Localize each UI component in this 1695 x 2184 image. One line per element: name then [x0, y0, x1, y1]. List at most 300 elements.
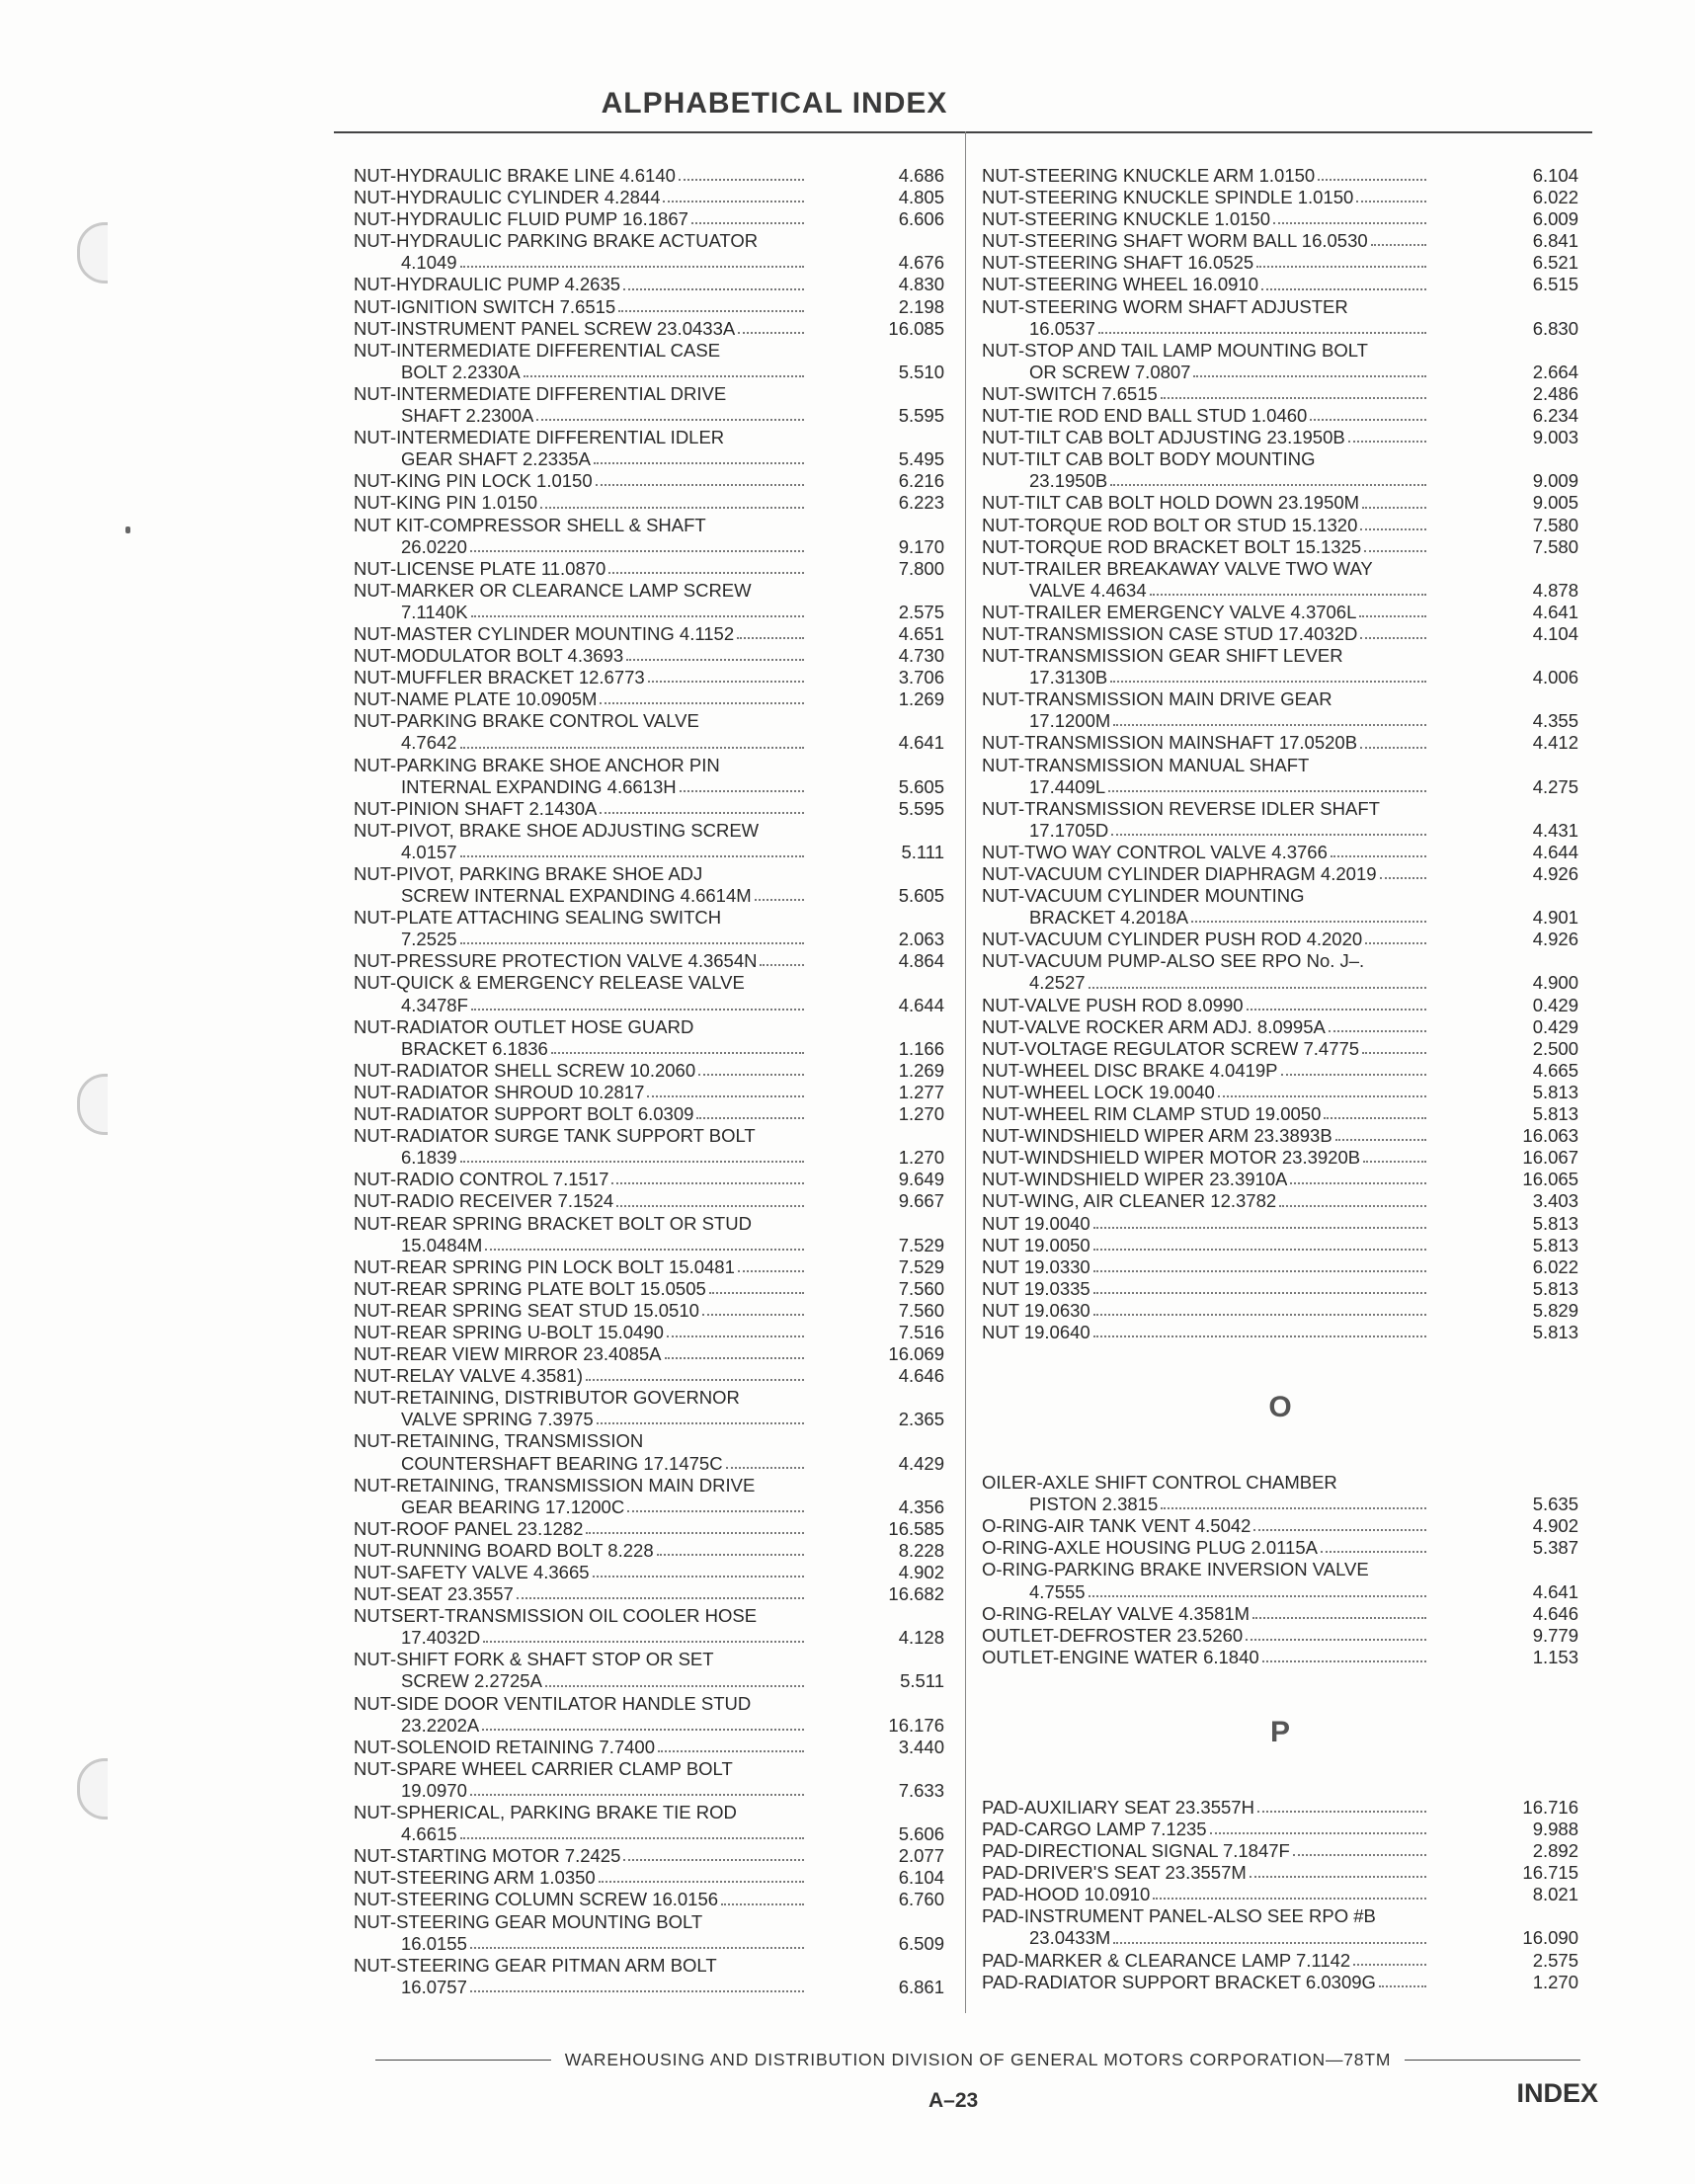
page-reference: 5.111	[901, 841, 944, 862]
dot-leader	[1353, 1964, 1426, 1966]
page-reference: 6.521	[1532, 252, 1578, 274]
entry-text: NUTSERT-TRANSMISSION OIL COOLER HOSE	[354, 1605, 758, 1627]
page-reference: 7.580	[1532, 514, 1578, 535]
entry-text-continued: INTERNAL EXPANDING 4.6613H	[401, 775, 677, 797]
dot-leader	[551, 1052, 804, 1054]
page-reference: 16.065	[1522, 1169, 1578, 1190]
dot-leader	[1253, 1529, 1426, 1531]
index-entry	[982, 274, 1578, 295]
index-entry	[982, 1537, 1578, 1559]
page-reference: 5.813	[1532, 1277, 1578, 1299]
entry-text: NUT-RADIATOR OUTLET HOSE GUARD	[354, 1015, 694, 1037]
entry-text-continued: 16.0155	[401, 1932, 467, 1954]
entry-text: OILER-AXLE SHIFT CONTROL CHAMBER	[982, 1472, 1337, 1494]
index-entry	[982, 1972, 1578, 1993]
page-reference: 6.009	[1532, 208, 1578, 230]
index-label: INDEX	[1516, 2078, 1598, 2108]
entry-text-continued: 16.0537	[1029, 317, 1095, 339]
page-reference: 4.429	[898, 1452, 944, 1474]
page-reference: 6.234	[1532, 405, 1578, 427]
index-entry	[354, 230, 944, 274]
entry-text-continued: BRACKET 4.2018A	[1029, 907, 1189, 929]
dot-leader	[1360, 747, 1426, 749]
dot-leader	[623, 1859, 804, 1861]
dot-leader	[1363, 1161, 1426, 1163]
dot-leader	[1360, 528, 1426, 530]
entry-text: O-RING-RELAY VALVE 4.3581M	[982, 1602, 1251, 1624]
page-reference: 4.676	[898, 252, 944, 274]
index-entry	[354, 492, 944, 514]
entry-text: NUT-PINION SHAFT 2.1430A	[354, 797, 598, 819]
page-reference: 6.022	[1532, 1255, 1578, 1277]
index-entry	[354, 1300, 944, 1322]
dot-leader	[1379, 1985, 1426, 1987]
dot-leader	[596, 484, 804, 486]
dot-leader	[1161, 397, 1426, 399]
index-entry	[982, 165, 1578, 187]
page-reference: 7.580	[1532, 535, 1578, 557]
index-entry	[354, 798, 944, 820]
index-entry	[354, 318, 944, 340]
dot-leader	[611, 1182, 804, 1184]
index-entry	[982, 558, 1578, 602]
index-entry	[982, 1472, 1578, 1515]
dot-leader	[460, 266, 804, 268]
dot-leader	[1093, 1314, 1426, 1316]
entry-text: NUT-TRANSMISSION MAINSHAFT 17.0520B	[982, 732, 1358, 754]
page-title: ALPHABETICAL INDEX	[601, 87, 948, 120]
entry-text: NUT-PLATE ATTACHING SEALING SWITCH	[354, 907, 722, 929]
page-reference: 9.005	[1532, 492, 1578, 514]
dot-leader	[709, 1292, 804, 1294]
dot-leader	[1089, 1595, 1426, 1597]
page-reference: 6.830	[1532, 317, 1578, 339]
dot-leader	[726, 1467, 804, 1469]
dot-leader	[702, 1314, 804, 1316]
page-reference: 16.090	[1522, 1927, 1578, 1949]
dot-leader	[460, 1837, 804, 1839]
punch-hole	[77, 1758, 108, 1820]
entry-text-continued: GEAR SHAFT 2.2335A	[401, 448, 591, 470]
dot-leader	[1360, 637, 1426, 639]
entry-text: NUT-SHIFT FORK & SHAFT STOP OR SET	[354, 1649, 714, 1670]
entry-text: PAD-MARKER & CLEARANCE LAMP 7.1142	[982, 1949, 1351, 1971]
page-reference: 6.104	[898, 1867, 944, 1889]
index-column-right	[982, 165, 1578, 1993]
entry-text: PAD-DRIVER'S SEAT 23.3557M	[982, 1862, 1247, 1884]
entry-text: NUT-RETAINING, TRANSMISSION MAIN DRIVE	[354, 1474, 756, 1496]
page-reference: 6.515	[1532, 274, 1578, 295]
index-entry	[982, 755, 1578, 798]
entry-text: NUT-STEERING KNUCKLE SPINDLE 1.0150	[982, 187, 1354, 208]
dot-leader	[482, 1729, 804, 1731]
dot-leader	[679, 179, 804, 181]
dot-leader	[1111, 834, 1426, 836]
page-reference: 4.412	[1532, 732, 1578, 754]
page-reference: 2.198	[898, 295, 944, 317]
index-entry	[982, 1190, 1578, 1212]
dot-leader	[1335, 1139, 1426, 1141]
dot-leader	[485, 1249, 804, 1251]
dot-leader	[1108, 790, 1426, 792]
footer	[375, 2050, 1580, 2070]
page-reference: 2.063	[898, 929, 944, 950]
entry-text: NUT-STEERING SHAFT 16.0525	[982, 252, 1254, 274]
entry-text-continued: 4.3478F	[401, 994, 468, 1015]
entry-text-continued: 4.1049	[401, 252, 457, 274]
entry-text-continued: SCREW INTERNAL EXPANDING 4.6614M	[401, 885, 752, 907]
entry-text-continued: PISTON 2.3815	[1029, 1494, 1159, 1515]
punch-hole	[77, 222, 108, 283]
index-entry	[354, 755, 944, 798]
index-entry	[354, 623, 944, 645]
entry-text: NUT-REAR SPRING BRACKET BOLT OR STUD	[354, 1212, 752, 1234]
index-entry	[354, 820, 944, 863]
entry-text: NUT-TORQUE ROD BRACKET BOLT 15.1325	[982, 535, 1362, 557]
dot-leader	[470, 1990, 804, 1992]
dot-leader	[1093, 1335, 1426, 1337]
index-entry	[982, 645, 1578, 688]
index-entry	[354, 296, 944, 318]
index-entry	[982, 1862, 1578, 1884]
page-reference: 6.509	[898, 1932, 944, 1954]
entry-text: NUT-TRANSMISSION REVERSE IDLER SHAFT	[982, 797, 1380, 819]
dot-leader	[1365, 942, 1426, 944]
entry-text-continued: 23.0433M	[1029, 1927, 1111, 1949]
dot-leader	[1247, 1009, 1426, 1011]
dot-leader	[460, 855, 804, 857]
entry-text-continued: 23.1950B	[1029, 470, 1108, 492]
page-reference: 8.021	[1532, 1884, 1578, 1905]
entry-text: NUT-TWO WAY CONTROL VALVE 4.3766	[982, 841, 1328, 862]
index-entry	[354, 667, 944, 688]
page-reference: 5.605	[898, 885, 944, 907]
index-entry	[982, 1515, 1578, 1537]
page-reference: 16.067	[1522, 1147, 1578, 1169]
index-entry	[354, 1540, 944, 1562]
entry-text-continued: 23.2202A	[401, 1714, 480, 1736]
entry-text-continued: 26.0220	[401, 535, 467, 557]
entry-text: NUT-SAFETY VALVE 4.3665	[354, 1562, 590, 1582]
index-entry	[354, 1562, 944, 1583]
index-entry	[354, 1955, 944, 1998]
index-entry	[354, 1169, 944, 1190]
entry-text-continued: 17.4409L	[1029, 775, 1106, 797]
page-reference: 3.440	[898, 1736, 944, 1757]
dot-leader	[483, 1641, 804, 1643]
page-reference: 2.500	[1532, 1037, 1578, 1059]
index-entry	[354, 1693, 944, 1737]
dot-leader	[1161, 1507, 1426, 1509]
index-entry	[354, 1060, 944, 1082]
page-reference: 4.900	[1532, 972, 1578, 994]
page-reference: 4.686	[898, 165, 944, 186]
page-reference: 16.176	[888, 1714, 944, 1736]
index-entry	[982, 688, 1578, 732]
entry-text: OUTLET-DEFROSTER 23.5260	[982, 1624, 1244, 1646]
dot-leader	[1191, 921, 1426, 923]
dot-leader	[600, 812, 804, 814]
footer-rule-right	[1405, 2060, 1580, 2061]
index-entry	[982, 1300, 1578, 1322]
page-reference: 0.429	[1532, 994, 1578, 1015]
dot-leader	[1362, 507, 1426, 509]
index-entry	[982, 1625, 1578, 1647]
dot-leader	[1279, 1205, 1426, 1207]
index-entry	[982, 842, 1578, 863]
dot-leader	[1093, 1292, 1426, 1294]
index-entry	[982, 602, 1578, 623]
dot-leader	[1364, 550, 1426, 552]
page-reference: 9.649	[898, 1169, 944, 1190]
page-reference: 4.128	[898, 1627, 944, 1649]
page-reference: 9.003	[1532, 427, 1578, 448]
entry-text: NUT-PARKING BRAKE CONTROL VALVE	[354, 710, 699, 732]
page-reference: 4.864	[898, 950, 944, 972]
dot-leader	[626, 659, 804, 661]
index-entry	[354, 950, 944, 972]
dot-leader	[586, 1532, 804, 1534]
entry-text: NUT-STEERING KNUCKLE ARM 1.0150	[982, 165, 1316, 186]
page-reference: 2.575	[898, 601, 944, 622]
entry-text-continued: SHAFT 2.2300A	[401, 405, 534, 427]
entry-text: NUT 19.0630	[982, 1299, 1090, 1321]
entry-text-continued: 19.0970	[401, 1779, 467, 1801]
entry-text: NUT-STEERING COLUMN SCREW 16.0156	[354, 1889, 719, 1910]
entry-text: NUT-INTERMEDIATE DIFFERENTIAL DRIVE	[354, 382, 727, 404]
index-entry	[982, 252, 1578, 274]
entry-text: NUT-SIDE DOOR VENTILATOR HANDLE STUD	[354, 1692, 752, 1714]
entry-text: NUT-STARTING MOTOR 7.2425	[354, 1845, 621, 1867]
column-divider	[965, 131, 966, 2013]
dot-leader	[470, 550, 804, 552]
entry-text: NUT-MODULATOR BOLT 4.3693	[354, 645, 624, 667]
page-reference: 5.813	[1532, 1234, 1578, 1255]
entry-text: NUT-WHEEL DISC BRAKE 4.0419P	[982, 1059, 1278, 1081]
index-entry	[354, 1016, 944, 1060]
entry-text: NUT-IGNITION SWITCH 7.6515	[354, 295, 616, 317]
entry-text: OUTLET-ENGINE WATER 6.1840	[982, 1646, 1259, 1667]
entry-text: NUT 19.0040	[982, 1212, 1090, 1234]
dot-leader	[586, 1379, 804, 1381]
dot-leader	[1193, 375, 1426, 377]
page-reference: 5.813	[1532, 1103, 1578, 1125]
page-reference: 5.813	[1532, 1081, 1578, 1102]
page-reference: 4.830	[898, 274, 944, 295]
entry-text: NUT-TRANSMISSION GEAR SHIFT LEVER	[982, 645, 1343, 667]
index-entry	[982, 1559, 1578, 1602]
entry-text-continued: VALVE SPRING 7.3975	[401, 1409, 594, 1430]
index-entry	[982, 492, 1578, 514]
entry-text: NUT-HYDRAULIC PARKING BRAKE ACTUATOR	[354, 230, 759, 252]
page-reference: 4.730	[898, 645, 944, 667]
page-reference: 1.153	[1532, 1646, 1578, 1667]
entry-text-continued: OR SCREW 7.0807	[1029, 361, 1191, 382]
index-entry	[354, 710, 944, 754]
dot-leader	[738, 1270, 804, 1272]
entry-text-continued: 17.4032D	[401, 1627, 481, 1649]
section-letter: O	[1268, 1391, 1292, 1424]
dot-leader	[1262, 1660, 1426, 1662]
dot-leader	[1356, 201, 1426, 202]
entry-text: PAD-DIRECTIONAL SIGNAL 7.1847F	[982, 1840, 1290, 1862]
index-entry	[982, 1038, 1578, 1060]
page-reference: 16.585	[888, 1517, 944, 1539]
page-reference: 1.270	[898, 1103, 944, 1125]
dot-leader	[1093, 1270, 1426, 1272]
dot-leader	[737, 637, 804, 639]
entry-text: NUT-VACUUM PUMP-ALSO SEE RPO No. J–.	[982, 950, 1365, 972]
index-entry	[982, 383, 1578, 405]
index-entry	[354, 1889, 944, 1910]
index-entry	[354, 1845, 944, 1867]
page-reference: 16.069	[888, 1343, 944, 1365]
page-reference: 4.651	[898, 622, 944, 644]
index-entry	[982, 187, 1578, 208]
dot-leader	[1153, 1898, 1426, 1900]
dot-leader	[1250, 1876, 1426, 1878]
entry-text: NUT-SOLENOID RETAINING 7.7400	[354, 1736, 655, 1757]
page-reference: 4.902	[898, 1562, 944, 1582]
page-reference: 9.009	[1532, 470, 1578, 492]
page-reference: 7.560	[898, 1299, 944, 1321]
index-entry	[354, 1758, 944, 1802]
page-reference: 5.511	[900, 1670, 944, 1692]
page-reference: 7.516	[898, 1321, 944, 1342]
entry-text: NUT-WHEEL LOCK 19.0040	[982, 1081, 1215, 1102]
dot-leader	[657, 1554, 804, 1556]
page-reference: 1.270	[898, 1147, 944, 1169]
entry-text: NUT-STEERING GEAR PITMAN ARM BOLT	[354, 1954, 717, 1976]
index-entry	[354, 187, 944, 208]
entry-text: NUT-MARKER OR CLEARANCE LAMP SCREW	[354, 579, 752, 601]
page-reference: 16.085	[888, 317, 944, 339]
entry-text: NUT-STEERING ARM 1.0350	[354, 1867, 596, 1889]
entry-text: O-RING-AXLE HOUSING PLUG 2.0115A	[982, 1537, 1318, 1559]
dot-leader	[1371, 244, 1426, 246]
dot-leader	[608, 572, 804, 574]
entry-text-continued: BRACKET 6.1836	[401, 1037, 548, 1059]
page-reference: 16.682	[888, 1583, 944, 1605]
index-entry	[354, 1103, 944, 1125]
dot-leader	[524, 375, 804, 377]
index-entry	[982, 340, 1578, 383]
dot-leader	[1210, 1832, 1426, 1834]
entry-text: NUT-PIVOT, BRAKE SHOE ADJUSTING SCREW	[354, 819, 760, 841]
index-entry	[354, 580, 944, 623]
dot-leader	[1089, 987, 1426, 989]
entry-text: NUT-RUNNING BOARD BOLT 8.228	[354, 1539, 654, 1561]
dot-leader	[623, 288, 804, 290]
page-reference: 6.861	[898, 1976, 944, 1997]
entry-text: PAD-CARGO LAMP 7.1235	[982, 1819, 1207, 1839]
index-entry	[354, 907, 944, 950]
index-entry	[354, 340, 944, 383]
dot-leader	[1150, 594, 1426, 596]
dot-leader	[600, 702, 804, 704]
index-entry	[982, 1647, 1578, 1668]
entry-text-continued: 4.2527	[1029, 972, 1086, 994]
entry-text: NUT-QUICK & EMERGENCY RELEASE VALVE	[354, 972, 745, 994]
entry-text: NUT-WINDSHIELD WIPER MOTOR 23.3920B	[982, 1147, 1361, 1169]
entry-text: NUT-RADIATOR SUPPORT BOLT 6.0309	[354, 1103, 694, 1125]
dot-leader	[1329, 1030, 1426, 1032]
dot-leader	[593, 1576, 804, 1577]
dot-leader	[470, 1947, 804, 1949]
page-reference: 4.926	[1532, 929, 1578, 950]
entry-text: NUT 19.0050	[982, 1234, 1090, 1255]
dot-leader	[471, 1009, 804, 1011]
dot-leader	[1093, 1249, 1426, 1251]
entry-text: NUT-SWITCH 7.6515	[982, 382, 1158, 404]
dot-leader	[1359, 615, 1426, 617]
index-entry	[354, 1082, 944, 1103]
entry-text: NUT-INTERMEDIATE DIFFERENTIAL IDLER	[354, 427, 725, 448]
page-reference: 7.800	[898, 557, 944, 579]
entry-text: NUT-LICENSE PLATE 11.0870	[354, 557, 606, 579]
index-entry	[354, 1802, 944, 1845]
section-letter: P	[1269, 1715, 1290, 1748]
page-reference: 7.633	[898, 1779, 944, 1801]
dot-leader	[616, 1205, 804, 1207]
index-entry	[354, 1911, 944, 1955]
entry-text-continued: 4.7555	[1029, 1580, 1086, 1602]
index-entry	[354, 1190, 944, 1212]
dot-leader	[680, 790, 804, 792]
dot-leader	[663, 201, 804, 202]
page-reference: 1.269	[898, 1059, 944, 1081]
page-reference: 4.644	[1532, 841, 1578, 862]
entry-text: NUT-RETAINING, TRANSMISSION	[354, 1430, 644, 1452]
entry-text: NUT-TILT CAB BOLT HOLD DOWN 23.1950M	[982, 492, 1360, 514]
index-entry	[354, 383, 944, 427]
page-reference: 5.595	[898, 405, 944, 427]
entry-text: O-RING-PARKING BRAKE INVERSION VALVE	[982, 1559, 1369, 1580]
entry-text: PAD-INSTRUMENT PANEL-ALSO SEE RPO #B	[982, 1905, 1376, 1927]
page-reference: 6.104	[1532, 165, 1578, 186]
entry-text: NUT-TILT CAB BOLT BODY MOUNTING	[982, 448, 1316, 470]
index-entry	[982, 623, 1578, 645]
entry-text-continued: 15.0484M	[401, 1234, 483, 1255]
entry-text: NUT-MASTER CYLINDER MOUNTING 4.1152	[354, 622, 735, 644]
footer-text: WAREHOUSING AND DISTRIBUTION DIVISION OF GENERAL MOTORS CORPORATION—78TM	[564, 2050, 1392, 2069]
entry-text: NUT-RADIATOR SURGE TANK SUPPORT BOLT	[354, 1125, 756, 1147]
title-rule	[334, 131, 1592, 133]
entry-text: NUT-PRESSURE PROTECTION VALVE 4.3654N	[354, 950, 758, 972]
page-reference: 1.270	[1532, 1971, 1578, 1992]
page-reference: 2.575	[1532, 1949, 1578, 1971]
index-entry	[354, 1867, 944, 1889]
index-entry	[354, 515, 944, 558]
index-entry	[982, 1322, 1578, 1343]
index-entry	[982, 798, 1578, 842]
entry-text-continued: 16.0757	[401, 1976, 467, 1997]
entry-text: NUT-TRANSMISSION MANUAL SHAFT	[982, 754, 1310, 775]
page-reference: 1.269	[898, 688, 944, 710]
entry-text: NUT-SPARE WHEEL CARRIER CLAMP BOLT	[354, 1757, 733, 1779]
index-entry	[982, 296, 1578, 340]
dot-leader	[1113, 724, 1426, 726]
entry-text: NUT-STEERING GEAR MOUNTING BOLT	[354, 1910, 703, 1932]
index-entry	[982, 1256, 1578, 1278]
page-reference: 2.365	[898, 1409, 944, 1430]
entry-text: NUT-REAR SPRING SEAT STUD 15.0510	[354, 1299, 699, 1321]
page-reference: 5.606	[898, 1823, 944, 1845]
dot-leader	[599, 1881, 804, 1883]
dot-leader	[460, 942, 804, 944]
page-reference: 2.486	[1532, 382, 1578, 404]
entry-text: NUT-INTERMEDIATE DIFFERENTIAL CASE	[354, 339, 721, 361]
